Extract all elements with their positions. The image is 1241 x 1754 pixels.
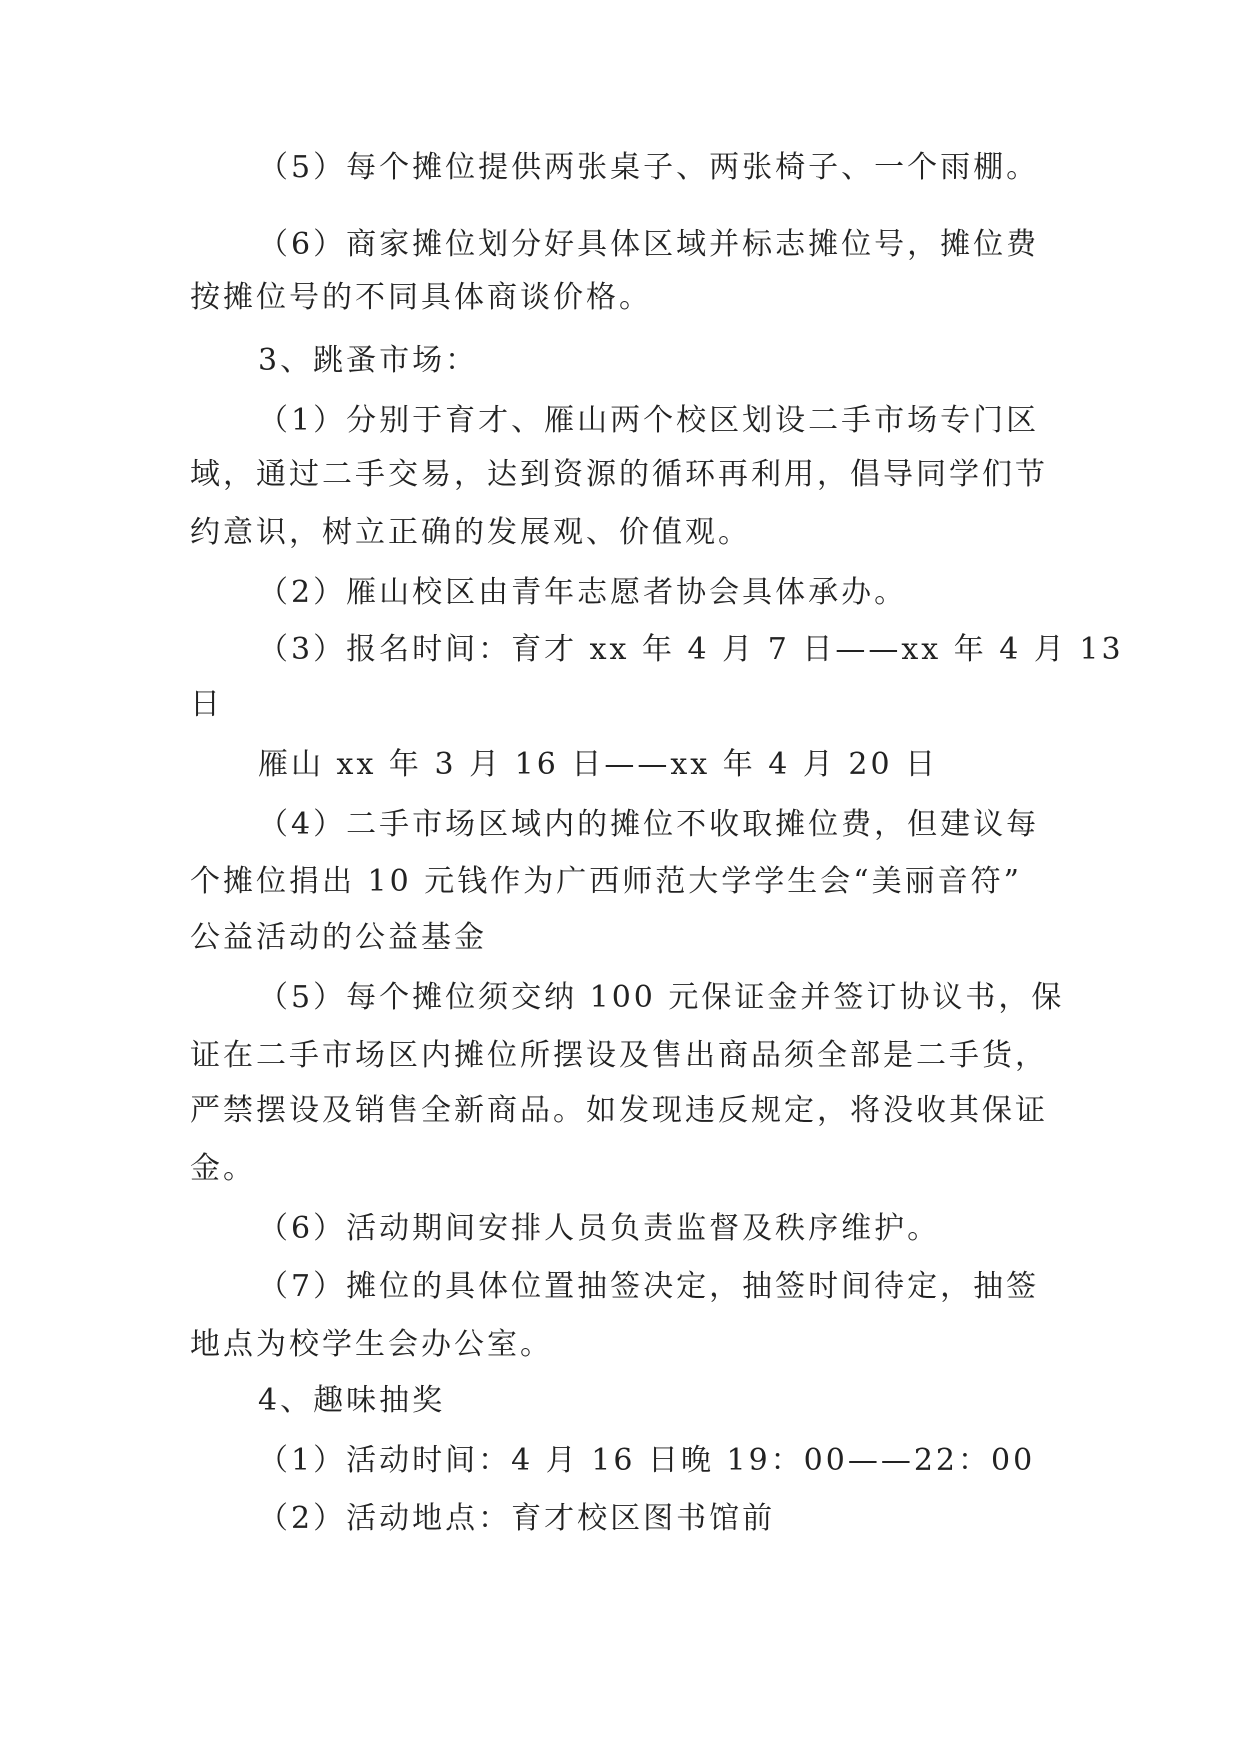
- text-line: 地点为校学生会办公室。: [190, 1327, 553, 1362]
- text-line: （5）每个摊位须交纳 100 元保证金并签订协议书，保: [258, 980, 1065, 1015]
- section-heading: 3、跳蚤市场：: [258, 343, 479, 378]
- text-line: （3）报名时间：育才 xx 年 4 月 7 日——xx 年 4 月 13: [258, 632, 1124, 667]
- section-heading: 4、趣味抽奖: [258, 1383, 446, 1418]
- text-line: （5）每个摊位提供两张桌子、两张椅子、一个雨棚。: [258, 150, 1040, 185]
- text-line: 公益活动的公益基金: [190, 920, 487, 955]
- text-line: （7）摊位的具体位置抽签决定，抽签时间待定，抽签: [258, 1269, 1040, 1304]
- text-line: （1）活动时间：4 月 16 日晚 19：00——22：00: [258, 1443, 1036, 1478]
- text-line: 域，通过二手交易，达到资源的循环再利用，倡导同学们节: [190, 457, 1048, 492]
- text-line: （6）活动期间安排人员负责监督及秩序维护。: [258, 1211, 941, 1246]
- text-line: 雁山 xx 年 3 月 16 日——xx 年 4 月 20 日: [258, 747, 939, 782]
- text-line: （2）活动地点：育才校区图书馆前: [258, 1501, 776, 1536]
- text-line: （4）二手市场区域内的摊位不收取摊位费，但建议每: [258, 807, 1040, 842]
- text-line: 按摊位号的不同具体商谈价格。: [190, 280, 652, 315]
- text-line: 严禁摆设及销售全新商品。如发现违反规定，将没收其保证: [190, 1093, 1048, 1128]
- text-line: （1）分别于育才、雁山两个校区划设二手市场专门区: [258, 403, 1040, 438]
- text-line: 证在二手市场区内摊位所摆设及售出商品须全部是二手货，: [190, 1038, 1048, 1073]
- text-line: 个摊位捐出 10 元钱作为广西师范大学学生会“美丽音符”: [190, 864, 1022, 899]
- text-line: （2）雁山校区由青年志愿者协会具体承办。: [258, 575, 908, 610]
- text-line: （6）商家摊位划分好具体区域并标志摊位号，摊位费: [258, 227, 1040, 262]
- text-line: 约意识，树立正确的发展观、价值观。: [190, 515, 751, 550]
- text-line: 金。: [190, 1151, 256, 1186]
- text-line: 日: [190, 687, 223, 722]
